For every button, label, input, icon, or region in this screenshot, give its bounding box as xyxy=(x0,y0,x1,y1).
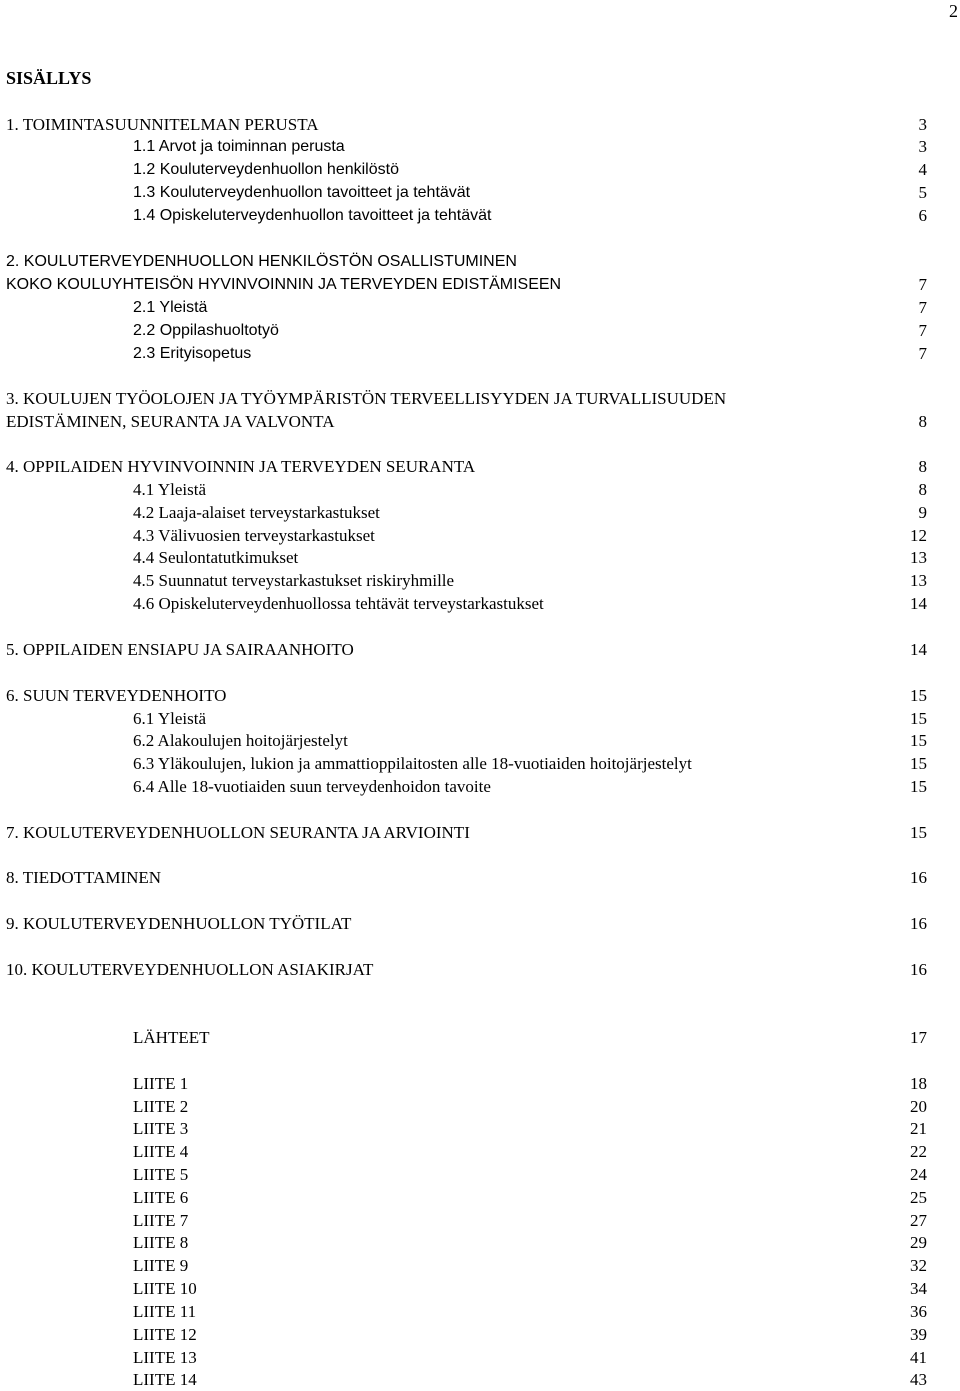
toc-entry[interactable] xyxy=(0,159,960,181)
page-number: 2 xyxy=(949,1,958,21)
toc-entry[interactable] xyxy=(0,456,960,478)
toc-entry-label: LIITE 4 xyxy=(133,1142,189,1161)
toc-entry-label: EDISTÄMINEN, SEURANTA JA VALVONTA xyxy=(6,412,335,431)
toc-entry[interactable] xyxy=(0,1301,960,1323)
toc-entry[interactable] xyxy=(0,411,960,433)
toc-entry-label: 5. OPPILAIDEN ENSIAPU JA SAIRAANHOITO xyxy=(6,640,354,659)
toc-entry-page: 12 xyxy=(910,526,927,545)
toc-entry-label: 7. KOULUTERVEYDENHUOLLON SEURANTA JA ARVIOINTI xyxy=(6,823,470,842)
toc-entry-label: 2.1 Yleistä xyxy=(133,299,208,316)
toc-entry-label: LIITE 6 xyxy=(133,1188,189,1207)
toc-entry-label: 6.1 Yleistä xyxy=(133,709,207,728)
toc-entry[interactable] xyxy=(0,570,960,592)
toc-entry-page: 17 xyxy=(910,1028,927,1047)
toc-entry[interactable] xyxy=(0,867,960,889)
toc-entry-label: 4.6 Opiskeluterveydenhuollossa tehtävät terveystarkastukset xyxy=(133,594,544,613)
toc-entry-label: 4.2 Laaja-alaiset terveystarkastukset xyxy=(133,503,380,522)
toc-entry[interactable] xyxy=(0,1164,960,1186)
toc-entry-page: 15 xyxy=(910,731,927,750)
toc-entry-label: 6.4 Alle 18-vuotiaiden suun terveydenhoidon tavoite xyxy=(133,777,491,796)
toc-entry-page: 15 xyxy=(910,823,927,842)
toc-entry-label: 6.2 Alakoulujen hoitojärjestelyt xyxy=(133,731,348,750)
toc-entry-page: 36 xyxy=(910,1302,927,1321)
toc-entry-label: LIITE 7 xyxy=(133,1211,189,1230)
toc-entry-page: 32 xyxy=(910,1256,927,1275)
toc-entry[interactable] xyxy=(0,525,960,547)
toc-entry[interactable] xyxy=(0,1324,960,1346)
toc-entry-page: 7 xyxy=(918,275,927,294)
toc-entry-page: 13 xyxy=(910,571,927,590)
toc-entry[interactable] xyxy=(0,136,960,158)
toc-entry-label: 4.5 Suunnatut terveystarkastukset riskiryhmille xyxy=(133,571,455,590)
toc-entry-label: LIITE 5 xyxy=(133,1165,189,1184)
toc-entry[interactable] xyxy=(0,502,960,524)
toc-entry-label: KOKO KOULUYHTEISÖN HYVINVOINNIN JA TERVEYDEN EDISTÄMISEEN xyxy=(6,276,562,293)
toc-entry-label: 1.3 Kouluterveydenhuollon tavoitteet ja tehtävät xyxy=(133,184,471,201)
toc-entry-label: LIITE 9 xyxy=(133,1256,189,1275)
toc-entry-label: 4. OPPILAIDEN HYVINVOINNIN JA TERVEYDEN SEURANTA xyxy=(6,457,476,476)
toc-entry-label: LIITE 2 xyxy=(133,1097,189,1116)
toc-entry-page: 6 xyxy=(918,206,927,225)
toc-entry-label: 1.4 Opiskeluterveydenhuollon tavoitteet ja tehtävät xyxy=(133,207,492,224)
toc-entry[interactable] xyxy=(0,685,960,707)
toc-entry[interactable] xyxy=(0,708,960,730)
toc-entry-label: LIITE 8 xyxy=(133,1233,189,1252)
toc-entry-label: LIITE 14 xyxy=(133,1370,197,1389)
toc-entry[interactable] xyxy=(0,114,960,136)
toc-entry-page: 9 xyxy=(918,503,927,522)
toc-entry[interactable] xyxy=(0,182,960,204)
toc-entry[interactable] xyxy=(0,1210,960,1232)
toc-entry-label: 9. KOULUTERVEYDENHUOLLON TYÖTILAT xyxy=(6,914,352,933)
toc-entry-page: 15 xyxy=(910,777,927,796)
toc-entry[interactable] xyxy=(0,1278,960,1300)
toc-entry-page: 3 xyxy=(918,115,927,134)
toc-entry[interactable] xyxy=(0,1187,960,1209)
toc-entry[interactable] xyxy=(0,959,960,981)
toc-entry-page: 41 xyxy=(910,1348,927,1367)
toc-entry[interactable] xyxy=(0,639,960,661)
toc-entry-label: 8. TIEDOTTAMINEN xyxy=(6,868,162,887)
toc-entry-page: 7 xyxy=(918,321,927,340)
toc-entry[interactable] xyxy=(0,1255,960,1277)
toc-entry-page: 18 xyxy=(910,1074,927,1093)
toc-entry-page: 16 xyxy=(910,960,927,979)
toc-entry-page: 29 xyxy=(910,1233,927,1252)
toc-entry-label: 1.2 Kouluterveydenhuollon henkilöstö xyxy=(133,161,399,178)
toc-entry[interactable] xyxy=(0,1347,960,1369)
toc-entry-label: 10. KOULUTERVEYDENHUOLLON ASIAKIRJAT xyxy=(6,960,374,979)
toc-entry-page: 34 xyxy=(910,1279,927,1298)
toc-entry-page: 13 xyxy=(910,548,927,567)
toc-entry-label: 3. KOULUJEN TYÖOLOJEN JA TYÖYMPÄRISTÖN TERVEELLISYYDEN JA TURVALLISUUDEN xyxy=(6,389,727,408)
toc-entry-page: 43 xyxy=(910,1370,927,1389)
toc-entry[interactable] xyxy=(0,343,960,365)
toc-entry-label: LIITE 10 xyxy=(133,1279,197,1298)
toc-entry-page: 8 xyxy=(918,480,927,499)
toc-entry-page: 27 xyxy=(910,1211,927,1230)
toc-entry-page: 14 xyxy=(910,594,927,613)
toc-entry-label: LIITE 12 xyxy=(133,1325,197,1344)
toc-entry-page: 15 xyxy=(910,754,927,773)
toc-entry[interactable] xyxy=(0,1027,960,1049)
toc-entry-page: 15 xyxy=(910,709,927,728)
toc-entry-label: 4.3 Välivuosien terveystarkastukset xyxy=(133,526,375,545)
toc-entry-label: LIITE 13 xyxy=(133,1348,197,1367)
toc-entry-page: 14 xyxy=(910,640,927,659)
toc-entry[interactable] xyxy=(0,274,960,296)
toc-entry[interactable] xyxy=(0,320,960,342)
toc-entry-page: 7 xyxy=(918,344,927,363)
toc-entry-label: 2.3 Erityisopetus xyxy=(133,345,252,362)
toc-entry-label: LIITE 3 xyxy=(133,1119,189,1138)
toc-entry-label: 6.3 Yläkoulujen, lukion ja ammattioppilaitosten alle 18-vuotiaiden hoitojärjestelyt xyxy=(133,754,692,773)
toc-entry[interactable] xyxy=(0,822,960,844)
toc-title: SISÄLLYS xyxy=(6,68,92,88)
toc-entry-page: 39 xyxy=(910,1325,927,1344)
toc-entry[interactable] xyxy=(0,753,960,775)
toc-entry[interactable] xyxy=(0,730,960,752)
toc-entry-label: 2. KOULUTERVEYDENHUOLLON HENKILÖSTÖN OSALLISTUMINEN xyxy=(6,253,517,270)
toc-entry-label: LIITE 11 xyxy=(133,1302,197,1321)
toc-entry-page: 15 xyxy=(910,686,927,705)
toc-entry-label: 2.2 Oppilashuoltotyö xyxy=(133,322,279,339)
toc-entry-page: 16 xyxy=(910,868,927,887)
toc-entry-page: 7 xyxy=(918,298,927,317)
toc-entry[interactable] xyxy=(0,251,960,273)
toc-entry[interactable] xyxy=(0,593,960,615)
toc-entry[interactable] xyxy=(0,913,960,935)
toc-entry-page: 24 xyxy=(910,1165,927,1184)
toc-entry[interactable] xyxy=(0,1118,960,1140)
toc-entry-label: LÄHTEET xyxy=(133,1028,210,1047)
toc-entry[interactable] xyxy=(0,547,960,569)
toc-entry-page: 16 xyxy=(910,914,927,933)
toc-entry-page: 20 xyxy=(910,1097,927,1116)
toc-entry[interactable] xyxy=(0,1232,960,1254)
toc-entry[interactable] xyxy=(0,205,960,227)
toc-entry[interactable] xyxy=(0,776,960,798)
toc-entry-page: 4 xyxy=(918,160,927,179)
toc-entry-label: LIITE 1 xyxy=(133,1074,189,1093)
toc-entry[interactable] xyxy=(0,1073,960,1095)
toc-entry[interactable] xyxy=(0,479,960,501)
toc-entry-label: 1.1 Arvot ja toiminnan perusta xyxy=(133,138,345,155)
toc-entry-label: 1. TOIMINTASUUNNITELMAN PERUSTA xyxy=(6,115,319,134)
toc-entry-page: 25 xyxy=(910,1188,927,1207)
toc-entry-page: 8 xyxy=(918,457,927,476)
toc-entry[interactable] xyxy=(0,1096,960,1118)
toc-entry-label: 4.4 Seulontatutkimukset xyxy=(133,548,299,567)
toc-entry-label: 6. SUUN TERVEYDENHOITO xyxy=(6,686,227,705)
toc-entry-page: 3 xyxy=(918,137,927,156)
toc-entry-label: 4.1 Yleistä xyxy=(133,480,207,499)
toc-entry[interactable] xyxy=(0,1369,960,1391)
toc-entry-page: 5 xyxy=(918,183,927,202)
toc-entry-page: 8 xyxy=(918,412,927,431)
toc-entry[interactable] xyxy=(0,297,960,319)
toc-entry[interactable] xyxy=(0,388,960,410)
toc-entry-page: 21 xyxy=(910,1119,927,1138)
toc-entry-page: 22 xyxy=(910,1142,927,1161)
toc-entry[interactable] xyxy=(0,1141,960,1163)
